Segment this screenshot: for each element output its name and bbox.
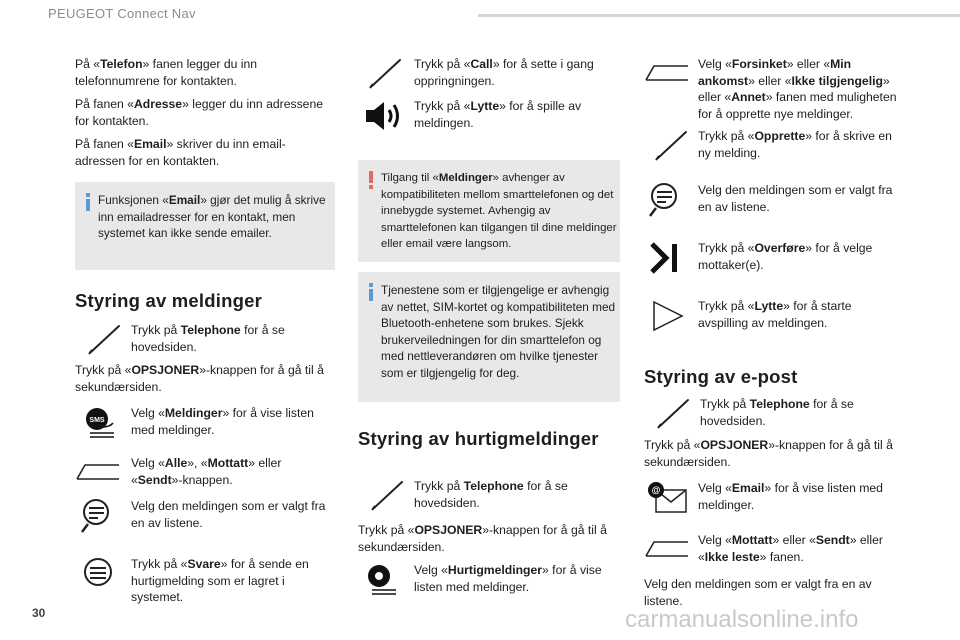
info-text: Tjenestene som er tilgjengelige er avhengig av nettet, SIM-kortet og kompatibiliteten med Bluetooth-enhetene som brukes. Sjekk brukerveiledningen for din smarttelefon og med nettleverandøren om hvilke tjenester som er tilgjengelig for deg. (381, 283, 616, 380)
tab-icon (644, 56, 690, 92)
step-tabs: Velg «Mottatt» eller «Sendt» eller «Ikke leste» fanen. (698, 533, 883, 564)
pencil-icon (83, 322, 129, 358)
header-rule (478, 14, 960, 17)
paragraph-email: På fanen «Email» skriver du inn email-adressen for en kontakten. (75, 137, 286, 168)
step-meldinger: Velg «Meldinger» for å vise listen med meldinger. (131, 406, 314, 437)
svg-text:@: @ (651, 485, 661, 495)
speaker-icon (362, 98, 408, 134)
info-box-tjenester (358, 272, 620, 402)
step-tabs: Velg «Forsinket» eller «Min ankomst» eller «Ikke tilgjengelig» eller «Annet» fanen med muligheten for å opprette nye meldinger. (698, 57, 897, 121)
select-list-icon (78, 498, 124, 534)
step-overfore: Trykk på «Overføre» for å velge mottaker(e). (698, 241, 873, 272)
sms-bubble-icon (362, 562, 408, 598)
step-opprette: Trykk på «Opprette» for å skrive en ny melding. (698, 129, 892, 160)
play-icon (646, 298, 692, 334)
pencil-icon-call (364, 56, 410, 92)
paragraph-adresse: På fanen «Adresse» legger du inn adressene for kontakten. (75, 97, 324, 128)
step-tabs: Velg «Alle», «Mottatt» eller «Sendt»-knappen. (131, 456, 282, 487)
info-icon (86, 193, 90, 211)
reply-icon (78, 556, 124, 592)
pencil-icon (650, 128, 696, 164)
page-number: 30 (32, 606, 46, 620)
watermark: carmanualsonline.info (625, 606, 859, 633)
step-opsjoner: Trykk på «OPSJONER»-knappen for å gå til å sekundærsiden. (75, 363, 324, 394)
step-telephone: Trykk på Telephone for å se hovedsiden. (414, 479, 568, 510)
paragraph-telefon: På «Telefon» fanen legger du inn telefonnumrene for kontakten. (75, 57, 258, 88)
section-heading-hurtig: Styring av hurtigmeldinger (358, 428, 599, 449)
step-opsjoner: Trykk på «OPSJONER»-knappen for å gå til å sekundærsiden. (644, 438, 893, 469)
info-box-email (75, 182, 335, 270)
select-list-icon (646, 182, 692, 218)
warning-text: Tilgang til «Meldinger» avhenger av kompatibiliteten mellom smarttelefonen og det innebygde systemet. Avhengig av smarttelefonen kan tilgangen til dine meldinger eller email være langsom. (381, 172, 617, 250)
tab-icon (75, 455, 121, 491)
svg-text:SMS: SMS (89, 417, 105, 424)
step-svare: Trykk på «Svare» for å sende en hurtigmelding som er lagret i systemet. (131, 557, 309, 604)
step-select: Velg den meldingen som er valgt fra en av listene. (644, 577, 872, 608)
step-hurtigmeldinger: Velg «Hurtigmeldinger» for å vise listen med meldinger. (414, 563, 602, 594)
warning-box (358, 160, 620, 262)
sms-bubble-icon (80, 405, 126, 441)
header-title: PEUGEOT Connect Nav (48, 6, 196, 21)
step-select: Velg den meldingen som er valgt fra en av listene. (698, 183, 893, 214)
step-lytte: Trykk på «Lytte» for å spille av meldingen. (414, 99, 582, 130)
email-icon (646, 480, 692, 516)
section-heading-meldinger: Styring av meldinger (75, 290, 262, 311)
forward-icon (646, 240, 692, 276)
step-telephone: Trykk på Telephone for å se hovedsiden. (700, 397, 854, 428)
info-icon (369, 283, 373, 301)
step-select: Velg den meldingen som er valgt fra en av listene. (131, 499, 326, 530)
step-lytte: Trykk på «Lytte» for å starte avspilling av meldingen. (698, 299, 852, 330)
step-email: Velg «Email» for å vise listen med meldinger. (698, 481, 883, 512)
step-call: Trykk på «Call» for å sette i gang oppringningen. (414, 57, 594, 88)
pencil-icon (652, 396, 698, 432)
pencil-icon (366, 478, 412, 514)
warning-icon (369, 171, 373, 189)
step-opsjoner: Trykk på «OPSJONER»-knappen for å gå til å sekundærsiden. (358, 523, 607, 554)
info-text: Funksjonen «Email» gjør det mulig å skrive inn emailadresser for en kontakt, men systemet kan ikke sende emailer. (98, 193, 326, 240)
tab-icon (644, 532, 690, 568)
step-telephone: Trykk på Telephone for å se hovedsiden. (131, 323, 285, 354)
section-heading-epost: Styring av e-post (644, 366, 798, 387)
